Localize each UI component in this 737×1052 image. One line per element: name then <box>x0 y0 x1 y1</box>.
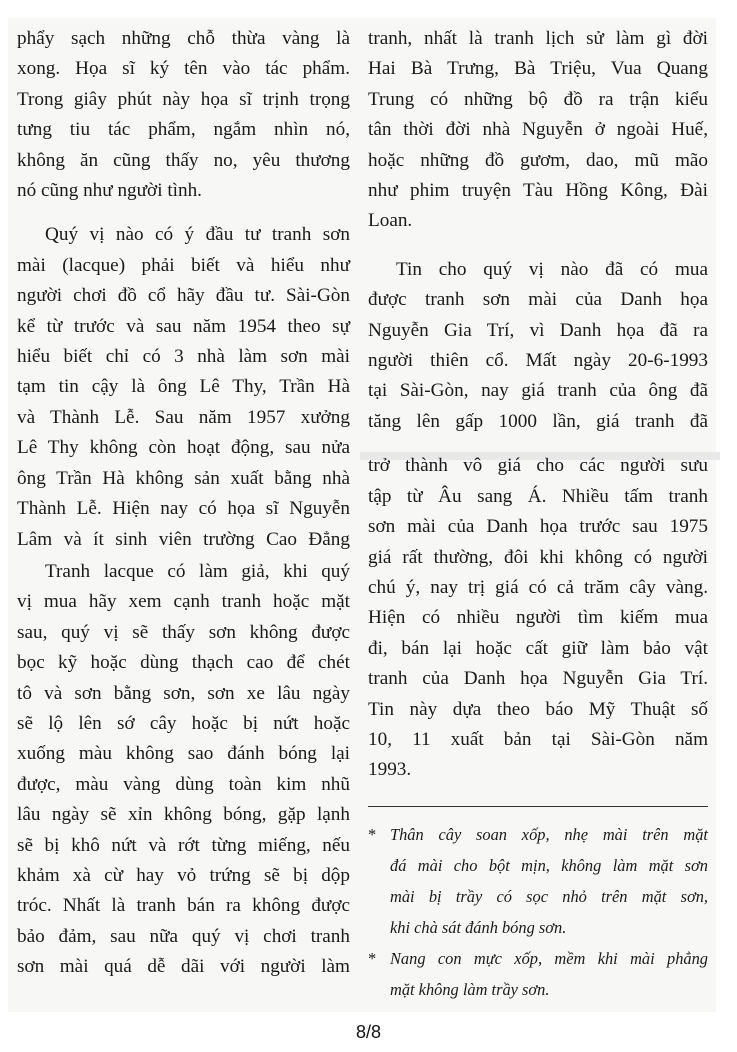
text-line: 1993. <box>368 759 412 781</box>
text-line: Quý vị nào có ý đầu tư tranh sơn <box>45 224 350 246</box>
text-line: giá rất thường, đôi khi không có người <box>368 546 708 568</box>
footnote-line: mài bị trầy có sọc nhỏ trên mặt sơn, <box>390 886 708 906</box>
text-line: tô và sơn bằng sơn, sơn xe lâu ngày <box>17 682 350 704</box>
paragraph <box>368 255 708 437</box>
text-line: tại Sài-Gòn, nay giá tranh của ông đã <box>368 380 708 402</box>
left-column <box>17 24 350 983</box>
text-line: xuống màu không sao đánh bóng lại <box>17 743 350 765</box>
footnote <box>368 819 708 943</box>
paragraph <box>368 451 708 785</box>
text-line: lâu ngày sẽ xỉn không bóng, gặp lạnh <box>17 804 350 826</box>
text-line: Hai Bà Trưng, Bà Triệu, Vua Quang <box>368 58 708 80</box>
text-line: nó cũng như người tình. <box>17 180 202 202</box>
text-line: tranh, nhất là tranh lịch sử làm gì đời <box>368 28 708 49</box>
text-line: tróc. Nhất là tranh bán ra không được <box>17 895 350 917</box>
text-line: chú ý, nay trị giá có cả trăm cây vàng. <box>368 576 708 598</box>
text-line: sơn mài của Danh họa trước sau 1975 <box>368 516 708 538</box>
text-line: 10, 11 xuất bản tại Sài-Gòn năm <box>368 728 708 750</box>
text-line: vị mua hãy xem cạnh tranh hoặc mặt <box>17 591 350 613</box>
text-line: xong. Họa sĩ ký tên vào tác phẩm. <box>17 58 350 80</box>
text-line: bọc kỹ hoặc dùng thạch cao để chét <box>17 652 350 674</box>
footnote-line: Thân cây soan xốp, nhẹ mài trên mặt <box>390 824 708 844</box>
text-line: sơn mài quá dễ dãi với người làm <box>17 956 350 978</box>
text-line: hiểu biết chỉ có 3 nhà làm sơn mài <box>17 346 350 368</box>
text-line: Nguyễn Gia Trí, vì Danh họa đã ra <box>368 319 708 341</box>
text-line: như phim truyện Tàu Hồng Kông, Đài <box>368 180 708 202</box>
paragraph <box>17 220 350 554</box>
text-line: và Thành Lễ. Sau năm 1957 xưởng <box>17 406 350 428</box>
text-line: Trong giây phút này họa sĩ trịnh trọng <box>17 88 350 110</box>
text-line: được tranh sơn mài của Danh họa <box>368 289 708 311</box>
text-line: được, màu vàng dùng toàn kim nhũ <box>17 773 350 795</box>
footnote-line: mặt không làm trầy sơn. <box>390 979 550 999</box>
paragraph <box>17 24 350 206</box>
text-line: sẽ lộ lên sớ cây hoặc bị nứt hoặc <box>17 712 350 734</box>
text-line: tăng lên gấp 1000 lần, giá tranh đã <box>368 410 708 432</box>
page-number: 8/8 <box>355 1022 382 1042</box>
paragraph <box>368 24 708 237</box>
text-line: Tin cho quý vị nào đã có mua <box>396 258 708 280</box>
text-line: tân thời đời nhà Nguyễn ở ngoài Huế, <box>368 119 708 141</box>
text-line: Tin này dựa theo báo Mỹ Thuật số <box>368 698 708 720</box>
text-line: Trung có những bộ đồ ra trận kiểu <box>368 88 708 110</box>
text-line: sẽ bị khô nứt và rớt từng miếng, nếu <box>17 834 350 856</box>
footnote-line: đá mài cho bột mịn, không làm mặt sơn <box>390 855 708 875</box>
text-line: đi, bán lại hoặc cất giữ làm bảo vật <box>368 637 708 659</box>
text-line: mài (lacque) phải biết và hiểu như <box>17 254 350 276</box>
text-line: Hiện có nhiều người tìm kiếm mua <box>368 607 708 629</box>
text-line: Tranh lacque có làm giả, khi quý <box>45 560 350 582</box>
text-line: phẩy sạch những chỗ thừa vàng là <box>17 28 350 49</box>
text-line: Lê Thy không còn hoạt động, sau nửa <box>17 437 350 459</box>
text-line: người chơi đồ cổ hãy đầu tư. Sài-Gòn <box>17 285 350 307</box>
text-line: Lâm và ít sinh viên trường Cao Đẳng <box>17 528 350 550</box>
footnote-line: Nang con mực xốp, mềm khi mài phẳng <box>390 948 708 968</box>
footnote-marker: * <box>368 824 377 844</box>
text-line: Loan. <box>368 210 413 232</box>
paragraph <box>17 557 350 983</box>
footnote-line: khi chà sát đánh bóng sơn. <box>390 917 567 937</box>
text-line: tạm tin cậy là ông Lê Thy, Trần Hà <box>17 376 350 398</box>
text-line: kể từ trước và sau năm 1954 theo sự <box>17 315 350 337</box>
footnote-marker: * <box>368 948 377 968</box>
text-line: người thiên cổ. Mất ngày 20-6-1993 <box>368 350 708 372</box>
text-line: tranh của Danh họa Nguyễn Gia Trí. <box>368 668 708 690</box>
text-line: bảo đảm, sau nữa quý vị chơi tranh <box>17 925 350 947</box>
right-column <box>368 24 708 1005</box>
text-line: khảm xà cừ hay vỏ trứng sẽ bị dộp <box>17 864 350 886</box>
text-line: không ăn cũng thấy no, yêu thương <box>17 149 350 171</box>
text-line: hoặc những đồ gươm, dao, mũ mão <box>368 149 708 171</box>
footnotes <box>368 819 708 1005</box>
text-line: sau, quý vị sẽ thấy sơn không được <box>17 621 350 643</box>
text-line: Thành Lễ. Hiện nay có họa sĩ Nguyễn <box>17 498 350 520</box>
footnote <box>368 943 708 1005</box>
text-line: ông Trần Hà không sản xuất bằng nhà <box>17 467 350 489</box>
footnote-divider <box>368 806 708 807</box>
text-line: tưng tiu tác phẩm, ngắm nhìn nó, <box>17 119 350 141</box>
text-line: trở thành vô giá cho các người sưu <box>368 455 708 477</box>
text-line: tập từ Âu sang Á. Nhiều tấm tranh <box>368 485 708 507</box>
